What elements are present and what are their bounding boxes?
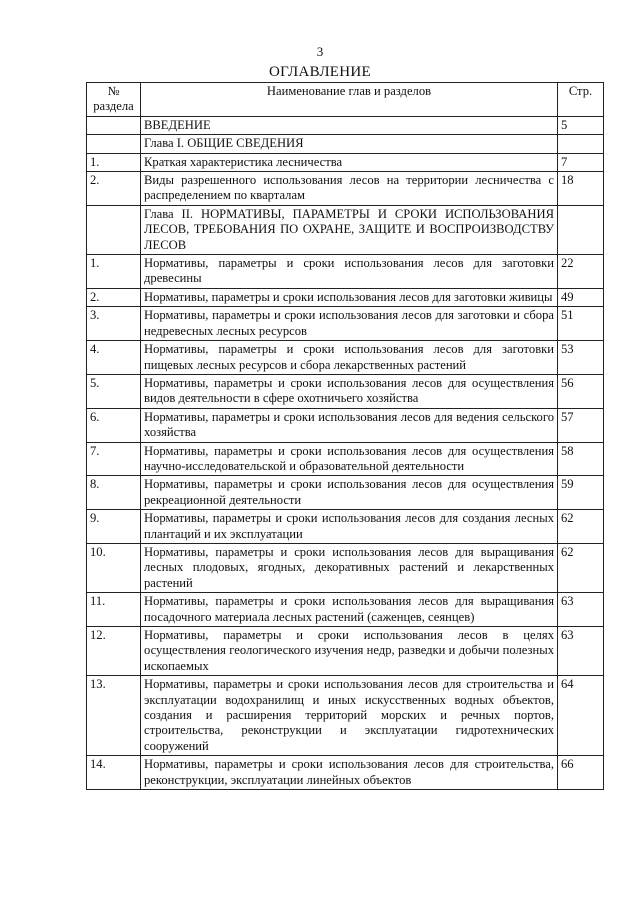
row-number: 2. — [87, 288, 141, 306]
table-of-contents — [86, 82, 604, 790]
row-page: 51 — [558, 307, 604, 341]
chapter-title: Глава II. НОРМАТИВЫ, ПАРАМЕТРЫ И СРОКИ ИСПОЛЬЗОВАНИЯ ЛЕСОВ, ТРЕБОВАНИЯ ПО ОХРАНЕ, ЗАЩИТЕ И ВОСПРОИЗВОДСТВУ ЛЕСОВ — [141, 205, 558, 254]
table-row — [87, 510, 604, 544]
header-section-number — [87, 83, 141, 117]
header-section-label: раздела — [93, 99, 134, 114]
table-row — [87, 543, 604, 592]
row-number: 12. — [87, 627, 141, 676]
table-header-row — [87, 83, 604, 117]
header-title: Наименование глав и разделов — [141, 83, 558, 117]
table-row — [87, 627, 604, 676]
row-number: 10. — [87, 543, 141, 592]
row-title: Нормативы, параметры и сроки использования лесов для создания лесных плантаций и их эксплуатации — [141, 510, 558, 544]
table-row — [87, 341, 604, 375]
document-title: ОГЛАВЛЕНИЕ — [269, 64, 371, 80]
row-number: 6. — [87, 408, 141, 442]
table-row — [87, 756, 604, 790]
row-title: Нормативы, параметры и сроки использования лесов в целях осуществления геологического изучения недр, разведки и добычи полезных ископаемых — [141, 627, 558, 676]
row-title: Нормативы, параметры и сроки использования лесов для строительства, реконструкции, эксплуатации линейных объектов — [141, 756, 558, 790]
table-row — [87, 593, 604, 627]
table-row — [87, 676, 604, 756]
row-number: 8. — [87, 476, 141, 510]
row-page: 5 — [558, 116, 604, 134]
row-number: 1. — [87, 153, 141, 171]
row-title: Нормативы, параметры и сроки использования лесов для выращивания посадочного материала лесных растений (саженцев, сеянцев) — [141, 593, 558, 627]
table-row — [87, 307, 604, 341]
row-number: 13. — [87, 676, 141, 756]
row-title: Нормативы, параметры и сроки использования лесов для строительства и эксплуатации водохранилищ и иных искусственных водных объектов, создания и расширения территорий морских и речных портов, строительства, реконструкции и эксплуатации гидротехнических сооружений — [141, 676, 558, 756]
row-page: 62 — [558, 510, 604, 544]
row-page: 66 — [558, 756, 604, 790]
table-row — [87, 135, 604, 153]
row-title: Нормативы, параметры и сроки использования лесов для осуществления видов деятельности в сфере охотничьего хозяйства — [141, 374, 558, 408]
table-row — [87, 153, 604, 171]
row-title: Нормативы, параметры и сроки использования лесов для заготовки пищевых лесных ресурсов и сбора лекарственных растений — [141, 341, 558, 375]
row-title: Нормативы, параметры и сроки использования лесов для заготовки и сбора недревесных лесных ресурсов — [141, 307, 558, 341]
table-row — [87, 255, 604, 289]
row-page: 22 — [558, 255, 604, 289]
row-title: Нормативы, параметры и сроки использования лесов для ведения сельского хозяйства — [141, 408, 558, 442]
table-row — [87, 288, 604, 306]
row-page — [558, 135, 604, 153]
table-row — [87, 408, 604, 442]
row-number — [87, 116, 141, 134]
table-row — [87, 205, 604, 254]
row-number: 4. — [87, 341, 141, 375]
row-title: Виды разрешенного использования лесов на территории лесничества с распределением по кварталам — [141, 172, 558, 206]
row-page: 56 — [558, 374, 604, 408]
page-number: 3 — [316, 44, 324, 59]
row-page: 63 — [558, 627, 604, 676]
row-page — [558, 205, 604, 254]
row-title: Нормативы, параметры и сроки использования лесов для заготовки живицы — [141, 288, 558, 306]
row-title: Нормативы, параметры и сроки использования лесов для осуществления рекреационной деятельности — [141, 476, 558, 510]
row-number — [87, 205, 141, 254]
row-page: 53 — [558, 341, 604, 375]
row-number: 5. — [87, 374, 141, 408]
row-number: 9. — [87, 510, 141, 544]
row-page: 18 — [558, 172, 604, 206]
header-number-sign: № — [107, 84, 120, 98]
row-page: 7 — [558, 153, 604, 171]
table-row — [87, 442, 604, 476]
table-row — [87, 116, 604, 134]
table-row — [87, 476, 604, 510]
row-page: 57 — [558, 408, 604, 442]
table-row — [87, 374, 604, 408]
row-number: 7. — [87, 442, 141, 476]
row-title: Краткая характеристика лесничества — [141, 153, 558, 171]
row-number — [87, 135, 141, 153]
row-number: 11. — [87, 593, 141, 627]
chapter-title: Глава I. ОБЩИЕ СВЕДЕНИЯ — [141, 135, 558, 153]
row-title: ВВЕДЕНИЕ — [141, 116, 558, 134]
row-page: 59 — [558, 476, 604, 510]
row-page: 58 — [558, 442, 604, 476]
header-page: Стр. — [558, 83, 604, 117]
row-number: 3. — [87, 307, 141, 341]
row-page: 62 — [558, 543, 604, 592]
row-number: 1. — [87, 255, 141, 289]
row-title: Нормативы, параметры и сроки использования лесов для заготовки древесины — [141, 255, 558, 289]
row-title: Нормативы, параметры и сроки использования лесов для выращивания лесных плодовых, ягодных, декоративных растений и лекарственных растений — [141, 543, 558, 592]
row-title: Нормативы, параметры и сроки использования лесов для осуществления научно-исследовательской и образовательной деятельности — [141, 442, 558, 476]
row-page: 49 — [558, 288, 604, 306]
row-page: 64 — [558, 676, 604, 756]
row-number: 14. — [87, 756, 141, 790]
table-row — [87, 172, 604, 206]
row-page: 63 — [558, 593, 604, 627]
row-number: 2. — [87, 172, 141, 206]
